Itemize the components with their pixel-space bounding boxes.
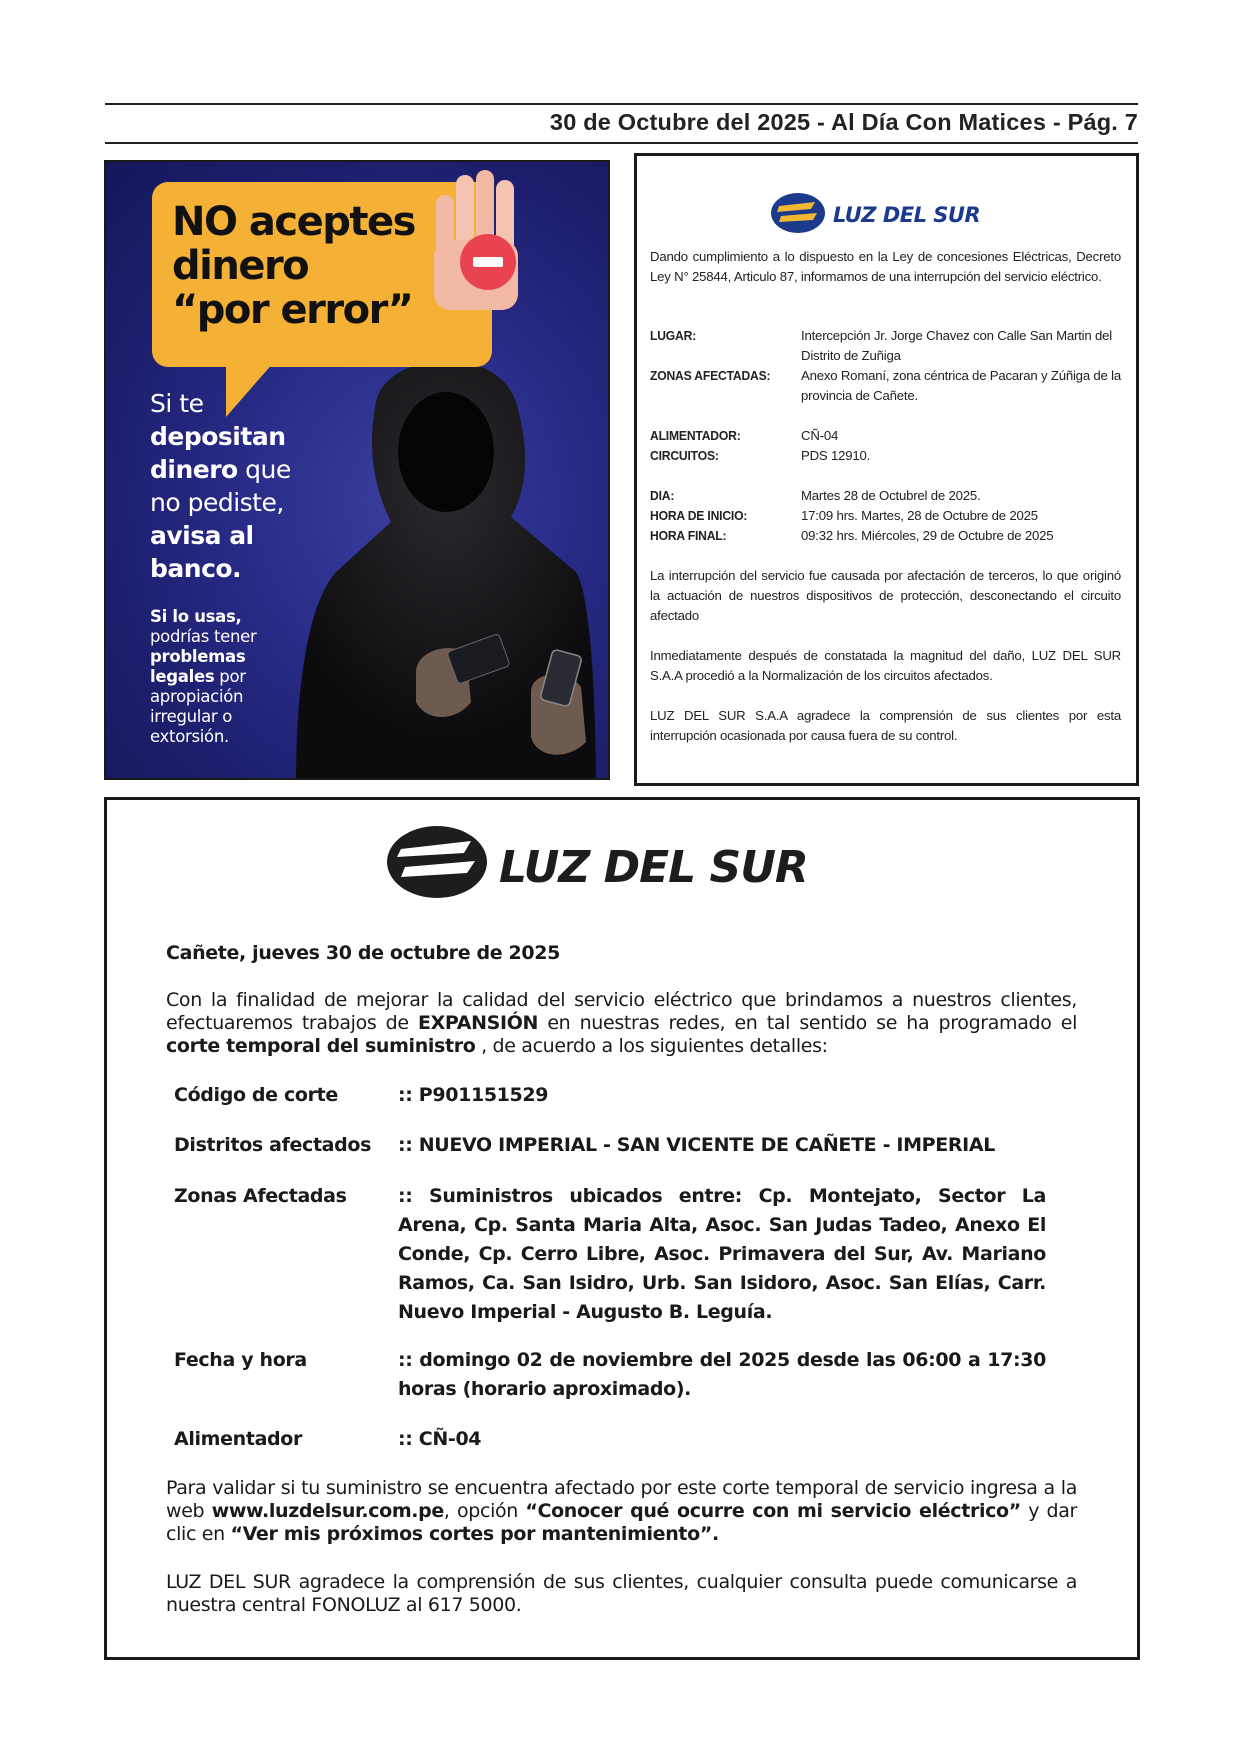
detail-key-zonas: Zonas Afectadas — [174, 1185, 347, 1207]
headline-line-1: NO aceptes — [172, 199, 415, 245]
notice2-intro: Con la finalidad de mejorar la calidad del servicio eléctrico que brindamos a nuestros clientes, efectuaremos trabajos de EXPANSIÓN en nuestras redes, en tal sentido se ha programado el corte temporal del suministro , de acuerdo a los siguientes detalles: — [166, 989, 1077, 1057]
detail-key-fecha: Fecha y hora — [174, 1349, 307, 1371]
detail-value-alimentador: :: CÑ-04 — [398, 1428, 482, 1450]
notice1-action: Inmediatamente después de constatada la magnitud del daño, LUZ DEL SUR S.A.A procedió a la Normalización de los circuitos afectados. — [650, 648, 1121, 683]
page-header: 30 de Octubre del 2025 - Al Día Con Matices - Pág. 7 — [549, 109, 1138, 135]
notice1-intro: Dando cumplimiento a lo dispuesto en la Ley de concesiones Eléctricas, Decreto Ley N° 25844, Articulo 87, informamos de una interrupción del servicio eléctrico. — [650, 249, 1121, 284]
interruption-notice: LUZ DEL SUR Dando cumplimiento a lo dispuesto en la Ley de concesiones Eléctricas, Decreto Ley N° 25844, Articulo 87, informamos de una interrupción del servicio eléctrico. LUGAR: Intercepción Jr. Jorge Chavez con Calle San Martin del Distrito de Zuñiga ZONAS AFECTADAS: Anexo Romaní, zona céntrica de Pacaran y Zúñiga de la provincia de Cañete. ALIMENTADOR: CÑ-04 CIRCUITOS: PDS 12910. DIA: Martes 28 de Octubrel de 2025. HORA DE INICIO: 17:09 hrs. Martes, 28 de Octubre de 2025 HORA FINAL: 09:32 hrs. Miércoles, 29 de Octubre de 2025 La interrupción del servicio fue causada por afectación de terceros, lo que originó la actuación de nuestros dispositivos de protección, desconectando el circuito afectado Inmediatamente después de constatada la magnitud del daño, LUZ DEL SUR S.A.A procedió a la Normalización de los circuitos afectados. LUZ DEL SUR S.A.A agradece la comprensión de sus clientes por esta interrupción ocasionada por causa fuera de su control. — [634, 153, 1139, 786]
small-line-3: problemas — [150, 647, 246, 666]
side-line-1: Si te — [150, 389, 204, 418]
small-line-2: podrías tener — [150, 627, 257, 646]
detail-key-distritos: Distritos afectados — [174, 1134, 372, 1156]
side-line-2: depositan — [150, 422, 286, 451]
website-link[interactable]: www.luzdelsur.com.pe — [211, 1500, 444, 1522]
detail-value-zonas: :: Suministros ubicados entre: Cp. Montejato, Sector La Arena, Cp. Santa Maria Alta, Asoc. San Judas Tadeo, Anexo El Conde, Cp. Cerro Libre, Asoc. Primavera del Sur, Av. Mariano Ramos, Ca. San Isidro, Urb. San Isidoro, Asoc. San Elías, Carr. Nuevo Imperial - Augusto B. Leguía. — [398, 1185, 1046, 1323]
detail-key-alimentador: Alimentador — [174, 1428, 303, 1450]
notice2-dateline: Cañete, jueves 30 de octubre de 2025 — [166, 942, 561, 964]
luz-del-sur-logo — [771, 191, 1011, 240]
headline-line-2: dinero — [172, 243, 309, 289]
small-line-5: apropiación — [150, 687, 244, 706]
side-line-3: dinero que — [150, 455, 291, 484]
hooded-person-illustration — [296, 342, 596, 780]
detail-key-codigo: Código de corte — [174, 1084, 338, 1106]
side-line-6: banco. — [150, 554, 242, 583]
ad-legal-warning — [150, 607, 300, 747]
small-line-6: irregular o — [150, 707, 233, 726]
notice2-validate: Para validar si tu suministro se encuentra afectado por este corte temporal de servicio ingresa a la web www.luzdelsur.com.pe, opción “Conocer qué ocurre con mi servicio eléctrico” y dar clic en “Ver mis próximos cortes por mantenimiento”. — [166, 1477, 1078, 1545]
ad-side-message — [150, 387, 310, 585]
notice2-closing: LUZ DEL SUR agradece la comprensión de sus clientes, cualquier consulta puede comunicarse a nuestra central FONOLUZ al 617 5000. — [166, 1571, 1077, 1616]
detail-value-codigo: :: P901151529 — [398, 1084, 549, 1106]
scheduled-outage-notice — [104, 797, 1140, 1660]
luz-del-sur-logo-large — [387, 822, 857, 907]
headline-line-3: “por error” — [172, 287, 413, 333]
side-line-4: no pediste, — [150, 488, 284, 517]
header-rule-bottom — [105, 142, 1138, 144]
notice1-thanks: LUZ DEL SUR S.A.A agradece la comprensión de sus clientes por esta interrupción ocasionada por causa fuera de su control. — [650, 708, 1121, 743]
small-line-4: legales por — [150, 667, 246, 686]
small-line-7: extorsión. — [150, 727, 229, 746]
svg-text:LUZ DEL SUR: LUZ DEL SUR — [499, 842, 808, 893]
notice1-cause: La interrupción del servicio fue causada por afectación de terceros, lo que originó la actuación de nuestros dispositivos de protección, desconectando el circuito afectado — [650, 568, 1121, 623]
fraud-warning-ad — [104, 160, 610, 780]
stop-hand-icon — [426, 170, 536, 325]
small-line-1: Si lo usas, — [150, 607, 242, 626]
ad-headline — [172, 200, 415, 332]
svg-text:LUZ DEL SUR: LUZ DEL SUR — [833, 203, 981, 227]
header-rule-top — [105, 103, 1138, 105]
side-line-5: avisa al — [150, 521, 254, 550]
detail-value-distritos: :: NUEVO IMPERIAL - SAN VICENTE DE CAÑETE - IMPERIAL — [398, 1134, 995, 1156]
detail-value-fecha: :: domingo 02 de noviembre del 2025 desde las 06:00 a 17:30 horas (horario aproximado). — [398, 1349, 1046, 1400]
